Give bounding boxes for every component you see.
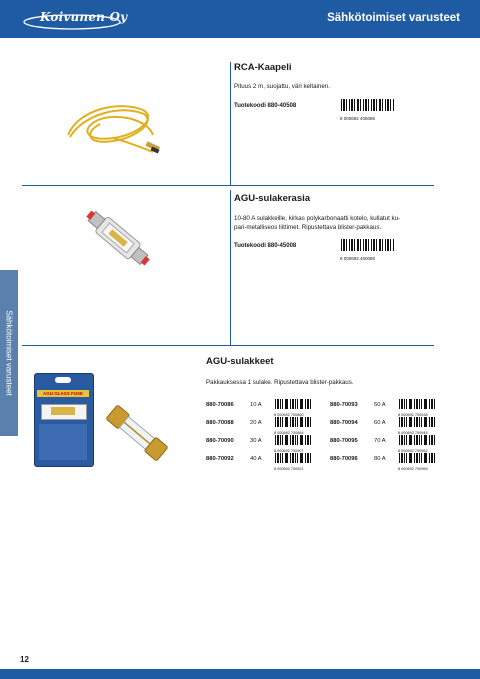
product-description-line-2: pari-metalliseos liittimet. Ripustettava blister-pakkaus. <box>234 224 382 231</box>
fuse-package-image <box>34 373 94 467</box>
barcode-bars-icon <box>340 239 396 253</box>
rca-cable-image <box>58 90 168 160</box>
divider-vertical-2 <box>230 190 231 346</box>
fuse-code: 880-70090 <box>206 438 234 444</box>
fuse-code: 880-70086 <box>206 402 234 408</box>
fuse-amperage: 60 A <box>374 420 386 426</box>
barcode-number: 8 000692 700860 <box>274 413 304 417</box>
company-logo-text: Koivunen Oy <box>40 10 128 24</box>
fuse-amperage: 50 A <box>374 402 386 408</box>
section-title: Sähkötoimiset varusteet <box>327 12 460 24</box>
product-title: AGU-sulakerasia <box>234 193 311 204</box>
fuse-barcode <box>274 415 314 435</box>
package-label: AGU GLASS FUSE <box>37 390 89 397</box>
fuse-code: 880-70088 <box>206 420 234 426</box>
fuse-code: 880-70092 <box>206 456 234 462</box>
product-title: RCA-Kaapeli <box>234 62 292 73</box>
barcode-number: 8 000692 700907 <box>274 449 304 453</box>
side-tab-label: Sähkötoimiset varusteet <box>4 310 14 396</box>
fuse-code: 880-70094 <box>330 420 358 426</box>
barcode <box>340 239 396 261</box>
side-category-tab <box>0 270 18 436</box>
fuse-image <box>100 400 174 466</box>
fuse-code: 880-70095 <box>330 438 358 444</box>
barcode-number: 8 000692 700952 <box>398 449 428 453</box>
barcode-bars-icon <box>398 399 438 410</box>
fuse-barcode <box>398 433 438 453</box>
fuse-barcode <box>274 451 314 471</box>
fuse-barcode <box>398 397 438 417</box>
product-description: Pituus 2 m, suojattu, väri keltainen. <box>234 83 330 90</box>
fuse-code: 880-70093 <box>330 402 358 408</box>
fuse-amperage: 10 A <box>250 402 262 408</box>
barcode <box>340 99 396 121</box>
barcode-bars-icon <box>274 453 314 464</box>
divider-horizontal-1 <box>22 185 434 186</box>
fuse-code: 880-70096 <box>330 456 358 462</box>
page-footer-bar <box>0 669 480 679</box>
divider-horizontal-2 <box>22 345 434 346</box>
divider-vertical-1 <box>230 62 231 186</box>
page-header <box>0 0 480 38</box>
fuse-barcode <box>398 451 438 471</box>
barcode-number: 8 000692 700938 <box>398 413 428 417</box>
barcode-bars-icon <box>274 435 314 446</box>
fuse-amperage: 30 A <box>250 438 262 444</box>
barcode-number: 8 000692 700969 <box>398 467 428 471</box>
product-code: Tuotekoodi 880-45008 <box>234 243 297 249</box>
product-code: Tuotekoodi 880-40508 <box>234 103 297 109</box>
product-description-line-1: 10-80 A sulakkeille, kirkas polykarbonaatti kotelo, kullatut ku- <box>234 215 401 222</box>
fuse-barcode <box>274 397 314 417</box>
barcode-number: 8 000692 700884 <box>274 431 304 435</box>
barcode-number: 8 000692 700945 <box>398 431 428 435</box>
fuse-barcode <box>398 415 438 435</box>
barcode-bars-icon <box>340 99 396 113</box>
fuse-amperage: 40 A <box>250 456 262 462</box>
barcode-number: 8 000692 405086 <box>340 116 376 121</box>
fuse-barcode <box>274 433 314 453</box>
fuse-holder-image <box>78 198 158 278</box>
fuse-amperage: 20 A <box>250 420 262 426</box>
fuse-amperage: 80 A <box>374 456 386 462</box>
barcode-number: 8 000692 450086 <box>340 256 376 261</box>
barcode-bars-icon <box>274 417 314 428</box>
page-number: 12 <box>20 655 29 664</box>
barcode-bars-icon <box>398 453 438 464</box>
product-description: Pakkauksessa 1 sulake. Ripustettava blister-pakkaus. <box>206 379 354 386</box>
barcode-bars-icon <box>398 435 438 446</box>
barcode-bars-icon <box>274 399 314 410</box>
fuse-amperage: 70 A <box>374 438 386 444</box>
barcode-bars-icon <box>398 417 438 428</box>
barcode-number: 8 000692 700921 <box>274 467 304 471</box>
product-title: AGU-sulakkeet <box>206 356 274 367</box>
